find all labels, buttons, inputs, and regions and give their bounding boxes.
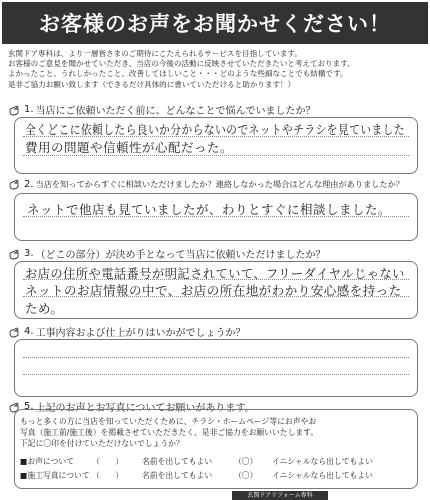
- answer-text: ため。: [25, 301, 64, 316]
- initial-option-label: イニシャルなら出してもよい: [272, 457, 373, 466]
- row-label: ■施工写真について: [20, 471, 90, 480]
- hand-pointing-icon: [8, 178, 20, 190]
- intro-line: よかったこと、うれしかったこと、改善してほしいこと・・・どのような些細なことでも結構です。: [8, 69, 348, 79]
- question-number: 2.: [24, 178, 34, 190]
- answer-box-3[interactable]: [14, 261, 418, 319]
- answer-text: お店の住所や電話番号が明記されていて、フリーダイヤルじゃない: [25, 266, 405, 281]
- hand-pointing-icon: [8, 248, 20, 260]
- answer-text: ネットのお店情報の中で、お店の所在地がわかり安心感を持った: [25, 283, 402, 298]
- question-number: 3.: [24, 248, 34, 259]
- question-text: 当店を知ってからすぐに相談いただけましたか？連絡しなかった場合はどんな理由がありましたか？: [35, 178, 404, 189]
- intro-line: お客様のご意見を聞かせていただき、当店の今後の活動に反映させていただきたいと考えております。: [8, 59, 355, 69]
- question-number: 4.: [24, 326, 34, 337]
- question-2: [8, 178, 404, 190]
- name-option-label: 名前を出してもよい: [142, 471, 213, 480]
- question-3: [8, 246, 326, 261]
- answer-text: 全くどこに依頼したら良いか分からないのでネットやチラシを見ていました: [25, 122, 406, 137]
- row-label: ■お声について: [20, 457, 74, 466]
- permission-text: 下記に〇印を付けていただけないでしょうか？: [20, 439, 184, 448]
- initial-option-checkbox[interactable]: （〇）: [234, 457, 258, 466]
- hand-pointing-icon: [8, 326, 20, 338]
- intro-line: 是非ご協力お願い致します（できるだけ具体的に書いていただけると助かります！）: [8, 79, 296, 89]
- question-text: 当店にご依頼いただく前に、どんなことで悩んでいましたか？: [35, 106, 316, 117]
- question-text: 工事内容および仕上がりはいかがでしょうか？: [35, 328, 246, 339]
- initial-option-label: イニシャルなら出してもよい: [272, 471, 373, 480]
- photo-permission-row: [20, 470, 373, 481]
- permission-text: 写真（施工前/施工後）を掲載させていただきたく、是非ご協力をお願いいたします。: [20, 428, 319, 437]
- answer-box-1[interactable]: [14, 117, 418, 174]
- name-option-checkbox[interactable]: （ ）: [92, 471, 124, 480]
- name-option-label: 名前を出してもよい: [142, 457, 213, 466]
- footer-brand: 玄関ドアリフォーム専科: [232, 491, 328, 500]
- question-number: 5.: [24, 401, 34, 412]
- answer-text: 費用の問題や信頼性が心配だった。: [25, 140, 234, 155]
- intro-text: [8, 49, 424, 90]
- question-text: （どこの部分）が決め手となって当店に依頼いただけましたか？: [35, 250, 326, 261]
- voice-permission-row: [20, 456, 373, 467]
- initial-option-checkbox[interactable]: （〇）: [234, 471, 258, 480]
- question-number: 1.: [24, 104, 34, 115]
- question-text: 上記のお声とお写真についてお願いがあります。: [35, 403, 255, 414]
- answer-box-4[interactable]: [14, 339, 418, 397]
- permission-text: もっと多くの方に当店を知っていただくために、チラシ・ホームページ等にお声やお: [20, 417, 317, 426]
- answer-box-2[interactable]: [14, 193, 418, 241]
- name-option-checkbox[interactable]: （ ）: [92, 457, 124, 466]
- answer-text: ネットで他店も見ていましたが、わりとすぐに相談しました。: [27, 202, 392, 217]
- question-1: [8, 102, 316, 117]
- intro-line: 玄関ドア専科は、より一層皆さまのご期待にこたえられるサービスを目指しています。: [8, 49, 302, 58]
- hand-pointing-icon: [8, 104, 20, 116]
- page-title: お客様のお声をお聞かせください！: [2, 2, 428, 44]
- question-4: [8, 324, 246, 339]
